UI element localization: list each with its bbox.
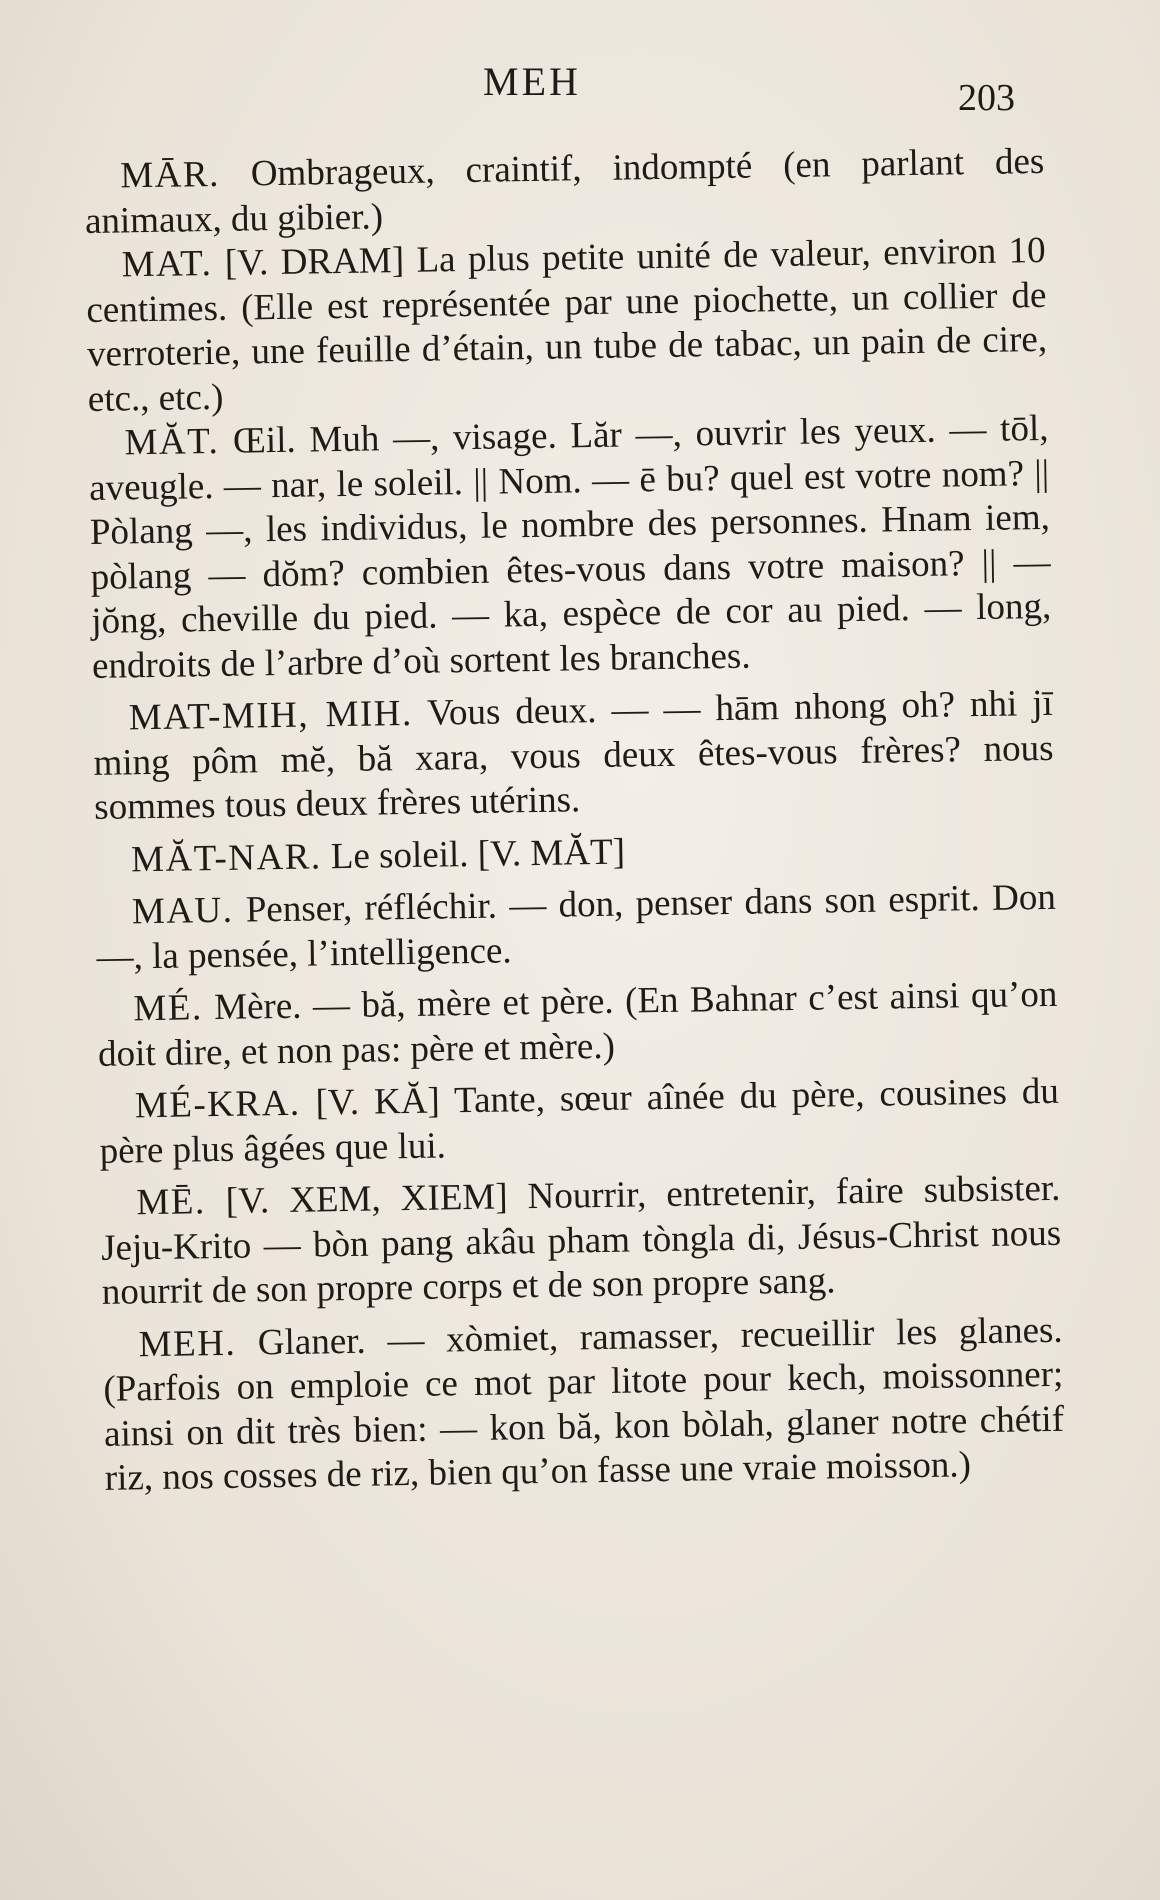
dictionary-entry <box>93 682 1055 831</box>
entry-definition: Ombrageux, craintif, indompté (en parlant des animaux, du gibier.) <box>84 140 1045 242</box>
entry-definition: Mère. — bă, mère et père. (En Bahnar c’est ainsi qu’on doit dire, et non pas: père et mère.) <box>97 973 1058 1075</box>
entry-headword: MAT-MIH, MIH. <box>128 692 414 739</box>
page-number: 203 <box>958 77 1015 119</box>
entry-headword: MĂT. <box>124 420 220 464</box>
dictionary-entry <box>97 973 1058 1077</box>
dictionary-entry <box>95 823 1056 883</box>
page-header <box>0 58 1160 118</box>
entry-headword: MAU. <box>131 889 234 933</box>
dictionary-entry <box>84 140 1045 244</box>
entry-definition: Penser, réfléchir. — don, penser dans son esprit. Don —, la pensée, l’intelligence. <box>96 876 1057 978</box>
entry-headword: MĀR. <box>120 153 221 197</box>
dictionary-entry <box>85 229 1048 422</box>
dictionary-entry <box>88 407 1052 689</box>
dictionary-entry <box>102 1308 1065 1501</box>
running-head: MEH <box>483 59 581 104</box>
entry-definition: [V. DRAM] La plus petite unité de valeur, environ 10 centimes. (Elle est représentée par une piochette, un collier de verroterie, une feuille d’étain, un tube de tabac, un pain de cire, etc., etc.) <box>86 229 1048 420</box>
dictionary-entry <box>96 876 1057 980</box>
dictionary-body <box>84 140 1065 1501</box>
entry-definition: [V. XEM, XIEM] Nourrir, entretenir, faire subsister. Jeju-Krito — bòn pang akâu pham tòngla di, Jésus-Christ nous nourrit de son propre corps et de son propre sang. <box>100 1167 1062 1313</box>
entry-definition: Vous deux. — — hām nhong oh? nhi jī ming pôm mĕ, bă xara, vous deux êtes-vous frères? nous sommes tous deux frères utérins. <box>93 682 1054 828</box>
entry-definition: [V. KĂ] Tante, sœur aînée du père, cousines du père plus âgées que lui. <box>99 1070 1060 1172</box>
entry-headword: MĒ. <box>136 1181 207 1224</box>
entry-headword: MÉ-KRA. <box>134 1082 301 1127</box>
dictionary-entry <box>100 1167 1062 1316</box>
entry-headword: MĂT-NAR. <box>130 835 322 880</box>
entry-headword: MAT. <box>121 242 213 286</box>
entry-definition: Glaner. — xòmiet, ramasser, recueillir les glanes. (Parfois on emploie ce mot par litote pour kech, moissonner; ainsi on dit très bien: — kon bă, kon bòlah, glaner notre chétif riz, nos cosses de riz, bien qu’on fasse une vraie moisson.) <box>103 1309 1065 1499</box>
dictionary-entry <box>99 1070 1060 1174</box>
entry-definition: Le soleil. [V. MĂT] <box>321 831 626 877</box>
entry-headword: MÉ. <box>133 987 203 1030</box>
entry-headword: MEH. <box>138 1322 237 1365</box>
entry-definition: Œil. Muh —, visage. Lăr —, ouvrir les yeux. — tōl, aveugle. — nar, le soleil. || Nom. — ē bu? quel est votre nom? || Pòlang —, les individus, le nombre des personnes. Hnam iem, pòlang — dŏm? combien êtes-vous dans votre maison? || — jŏng, cheville du pied. — ka, espèce de cor au pied. — long, endroits de l’arbre d’où sortent les branches. <box>88 407 1052 687</box>
